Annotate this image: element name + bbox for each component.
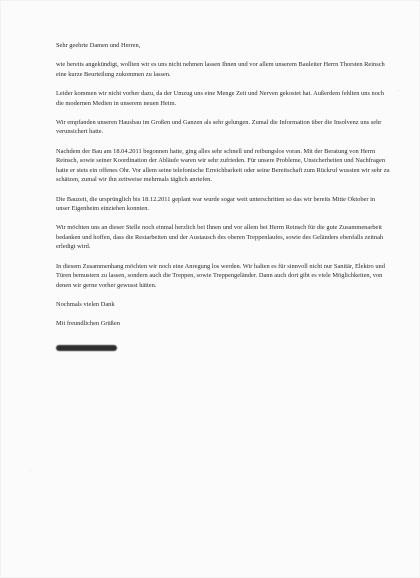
letter-body [56,41,390,351]
letter-thanks: Nochmals vielen Dank [56,301,115,309]
scan-speck [30,470,31,471]
letter-paragraph-suggestion: In diesem Zusammenhang möchten wir noch eine Anregung los werden. Wir halten es für sinnvoll nicht nur Sanitär, Elektro und Türen bemustern zu lassen, sondern auch die Treppen, sowie Treppengeländer. Dann auch dort gibt es viele Möglichkeiten, von denen wir gerne vorher gewusst hätten. [56,262,385,289]
letter-paragraph-construction: Nachdem der Bau am 18.04.2011 begonnen hatte, ging alles sehr schnell und reibungslos voran. Mit der Beratung von Herrn Reinsch, sowie seiner Koordination der Abläufe waren wir sehr zufrieden. Für unsere Probleme, Unsicherheiten und Nachfragen hatte er stets ein offenes Ohr. Vor allem seine telefonische Erreichbarkeit oder seine Bereitschaft zum Rückruf wussten wir sehr zu schätzen, zumal wir ihn zeitweise mehrmals täglich anriefen. [56,147,390,184]
letter-paragraph-schedule: Die Bauzeit, die ursprünglich bis 18.12.2011 geplant war wurde sogar weit unterschritten so das wir bereits Mitte Oktober in unser Eigenheim einziehen konnten. [56,195,376,213]
letter-paragraph-impression: Wir empfanden unseren Hausbau im Großen und Ganzen als sehr gelungen. Zumal die Information über die Insolvenz uns sehr verunsichert hatte. [56,118,382,136]
letter-salutation: Sehr geehrte Damen und Herren, [56,42,141,49]
scan-speck [398,90,399,91]
letter-paragraph-intro: wie bereits angekündigt, wollten wir es uns nicht nehmen lassen Ihnen und vor allem unserem Bauleiter Herrn Thorsten Reinsch eine kurze Beurteilung zukommen zu lassen. [56,61,385,78]
redacted-signature [56,345,117,351]
letter-paragraph-gratitude: Wir möchten uns an dieser Stelle noch einmal herzlich bei Ihnen und vor allem bei Herrn Reinsch für die gute Zusammenarbeit bedanken und hoffen, dass die Restarbeiten und der Austausch des oberen Treppenlaufes, sowie des Geländers ebenfalls zeitnah erledigt wird. [56,224,384,251]
letter-paragraph-delay: Leider kommen wir nicht vorher dazu, da der Umzug uns eine Menge Zeit und Nerven gekostet hat. Außerdem fehlten uns noch die modernen Medien in unserem neuen Heim. [56,89,384,107]
letter-closing: Mit freundlichen Grüßen [56,320,120,328]
